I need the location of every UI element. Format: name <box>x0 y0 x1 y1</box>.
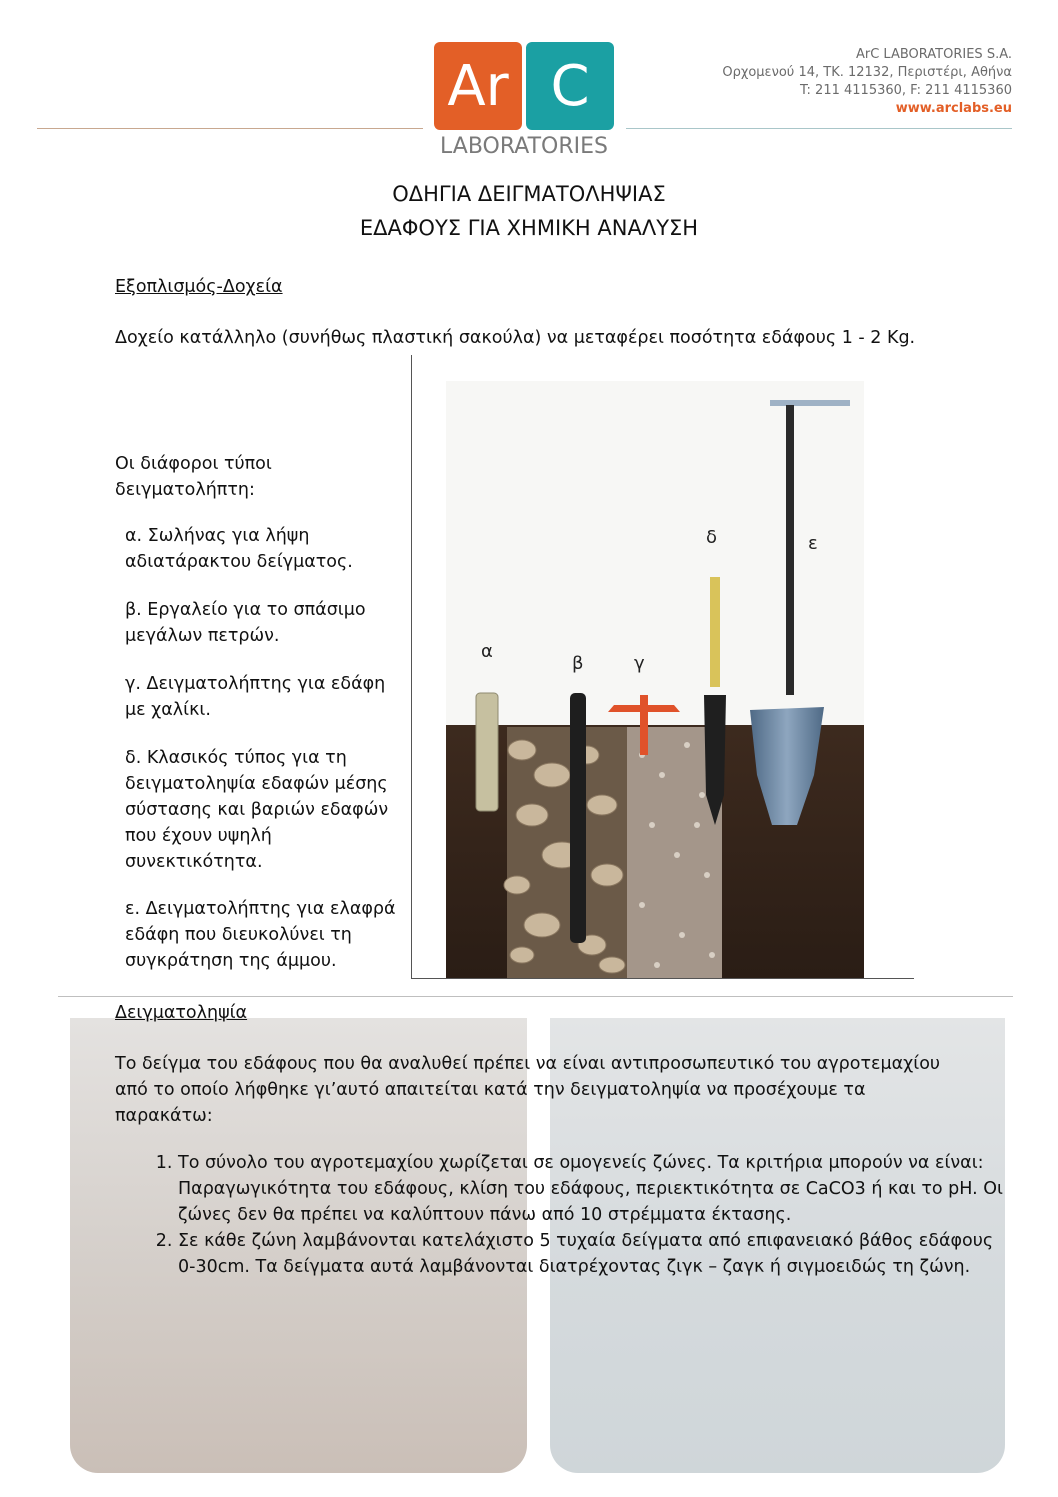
tool-epsilon-shaft <box>786 405 794 695</box>
equipment-heading: Εξοπλισμός-Δοχεία <box>115 277 283 297</box>
company-name: ArC LABORATORIES S.A. <box>855 47 1012 62</box>
sampling-step-2: 2. Σε κάθε ζώνη λαμβάνονται κατελάχιστο 5 τυχαία δείγματα από επιφανειακό βάθος εδάφους 0-30cm. Τα δείγματα αυτά λαμβάνονται διατρέχοντας ζιγκ – ζαγκ ή σιγμοειδώς τη ζώνη. <box>178 1228 1008 1280</box>
type-e-l3: συγκράτηση της άμμου. <box>125 951 337 971</box>
tool-alpha-tube <box>476 693 498 811</box>
company-website[interactable]: www.arclabs.eu <box>895 101 1012 116</box>
company-address: Ορχομενού 14, ΤΚ. 12132, Περιστέρι, Αθήνα <box>722 65 1012 80</box>
tool-epsilon-handle <box>770 400 850 406</box>
tool-beta-rod <box>570 693 586 943</box>
header-rule-right <box>626 128 1012 129</box>
watermark-divider <box>58 996 1013 997</box>
type-e-l2: εδάφη που διευκολύνει τη <box>125 925 352 945</box>
logo-c-text: C <box>550 53 590 119</box>
sampler-figure <box>411 355 914 979</box>
types-intro-1: Οι διάφοροι τύποι <box>115 454 272 474</box>
type-a-l2: αδιατάρακτου δείγματος. <box>125 552 353 572</box>
type-d-l5: συνεκτικότητα. <box>125 852 263 872</box>
company-info <box>722 46 1012 118</box>
doc-title-line2: ΕΔΑΦΟΥΣ ΓΙΑ ΧΗΜΙΚΗ ΑΝΑΛΥΣΗ <box>359 216 699 240</box>
label-gamma: γ <box>634 653 645 674</box>
header-rule-left <box>37 128 423 129</box>
sampler-illustration <box>412 355 914 978</box>
label-epsilon: ε <box>808 533 818 554</box>
label-delta: δ <box>706 527 718 548</box>
type-d-l4: που έχουν υψηλή <box>125 826 272 846</box>
type-b-l1: β. Εργαλείο για το σπάσιμο <box>125 600 366 620</box>
company-phone: T: 211 4115360, F: 211 4115360 <box>800 83 1012 98</box>
types-intro-2: δειγματολήπτη: <box>115 480 255 500</box>
sampling-intro-2: από το οποίο λήφθηκε γι’αυτό απαιτείται κατά την δειγματοληψία να προσέχουμε τα <box>115 1080 866 1100</box>
type-d-l1: δ. Κλασικός τύπος για τη <box>125 748 347 768</box>
type-a-l1: α. Σωλήνας για λήψη <box>125 526 310 546</box>
label-alpha: α <box>481 641 493 662</box>
logo-c-block <box>526 42 614 130</box>
tool-delta-auger <box>710 577 720 687</box>
type-d-l2: δειγματοληψία εδαφών μέσης <box>125 774 388 794</box>
container-text: Δοχείο κατάλληλο (συνήθως πλαστική σακούλα) να μεταφέρει ποσότητα εδάφους 1 - 2 Kg. <box>115 328 916 348</box>
type-e-l1: ε. Δειγματολήπτης για ελαφρά <box>125 899 396 919</box>
logo-subtitle: LABORATORIES <box>440 134 608 159</box>
type-g-l1: γ. Δειγματολήπτης για εδάφη <box>125 674 386 694</box>
type-d-l3: σύστασης και βαριών εδαφών <box>125 800 389 820</box>
sampling-step-1: 1. Το σύνολο του αγροτεμαχίου χωρίζεται σε ομογενείς ζώνες. Τα κριτήρια μπορούν να είναι: Παραγωγικότητα του εδάφους, κλίση του εδάφους, περιεκτικότητα σε CaCO3 ή και το pH. Οι ζώνες δεν θα πρέπει να καλύπτουν πάνω από 10 στρέμματα έκτασης. <box>178 1150 1008 1228</box>
tool-gamma-auger <box>640 695 648 755</box>
sampling-intro-1: Το δείγμα του εδάφους που θα αναλυθεί πρέπει να είναι αντιπροσωπευτικό του αγροτεμαχίου <box>115 1054 941 1074</box>
sampling-steps <box>140 1150 1008 1280</box>
type-g-l2: με χαλίκι. <box>125 700 211 720</box>
sampling-intro-3: παρακάτω: <box>115 1106 213 1126</box>
logo-ar-text: Ar <box>447 53 509 119</box>
logo-ar-block <box>434 42 522 130</box>
label-beta: β <box>572 653 584 674</box>
sampling-heading: Δειγματοληψία <box>115 1003 248 1023</box>
doc-title-line1: ΟΔΗΓΙΑ ΔΕΙΓΜΑΤΟΛΗΨΙΑΣ <box>392 182 666 206</box>
type-b-l2: μεγάλων πετρών. <box>125 626 280 646</box>
